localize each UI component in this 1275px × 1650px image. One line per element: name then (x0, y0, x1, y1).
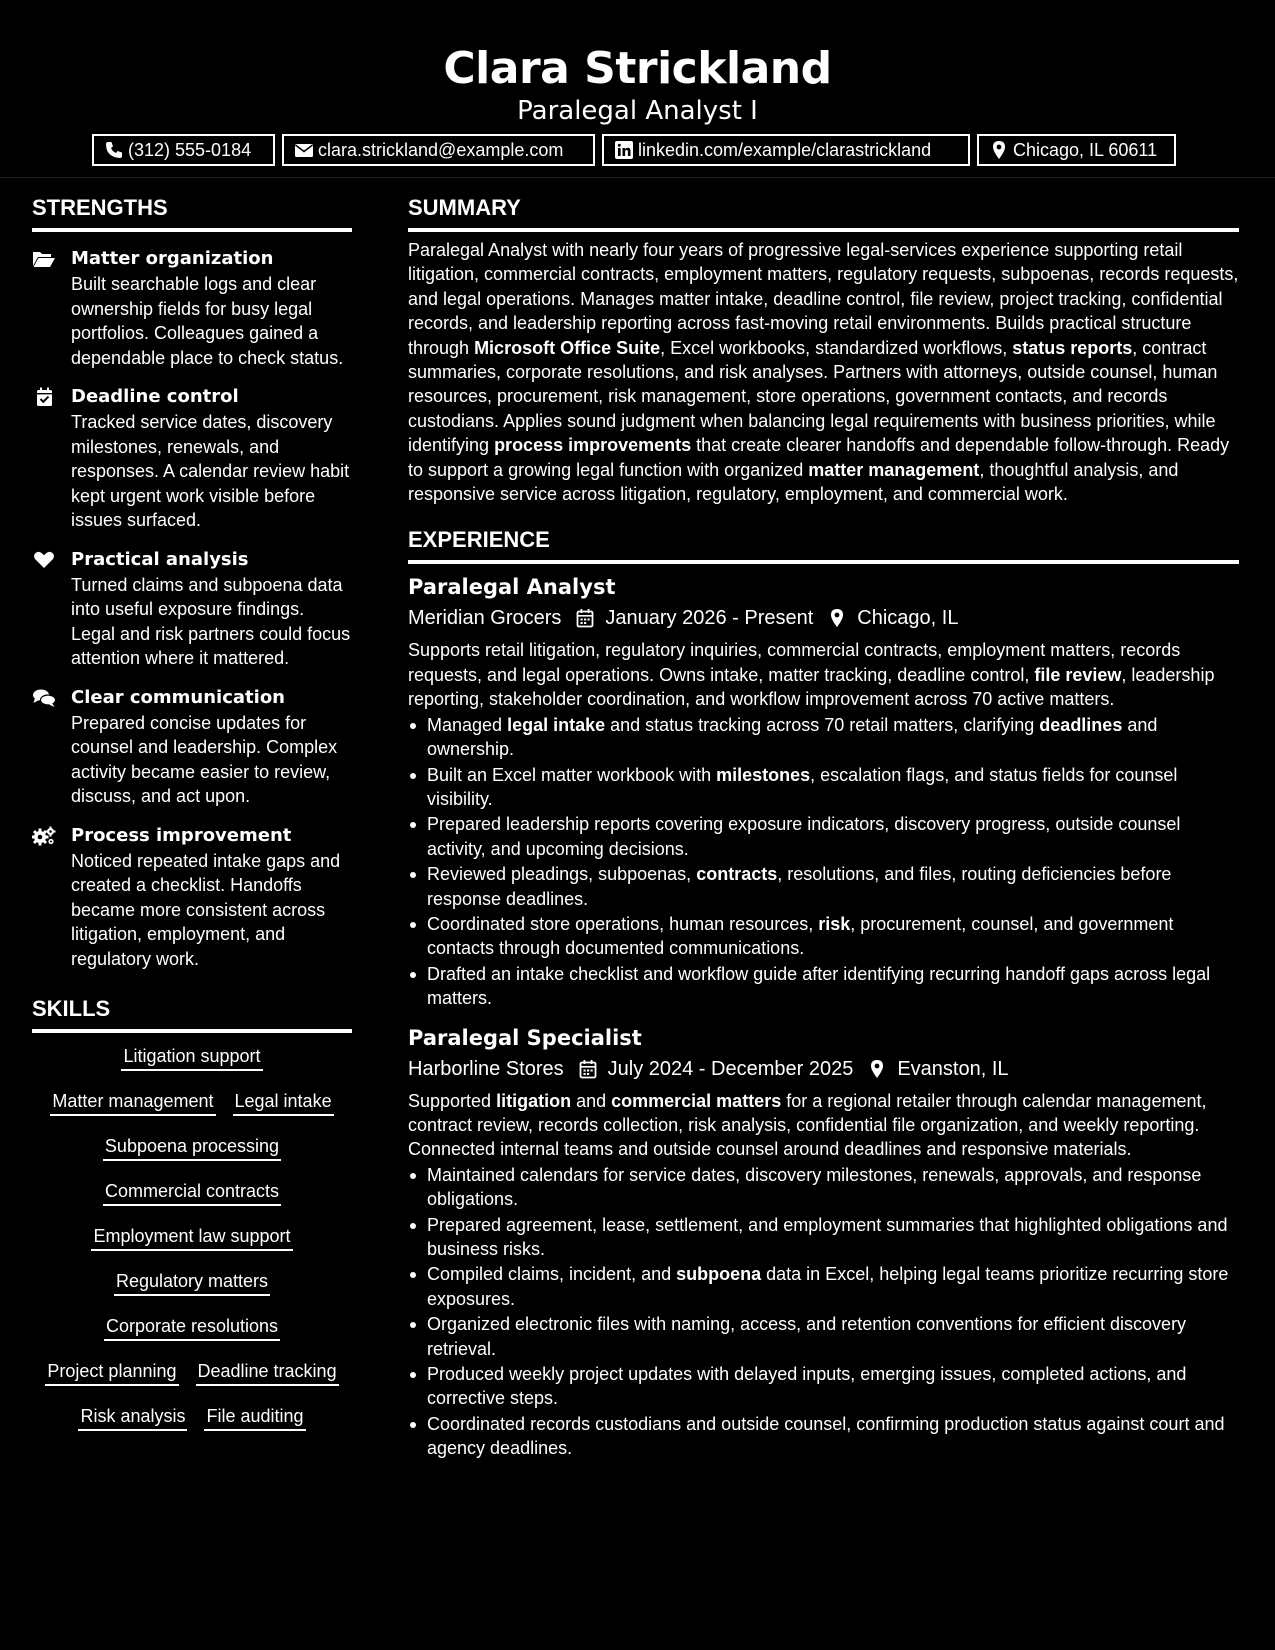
map-marker-icon (989, 140, 1009, 160)
list-item: Coordinated store operations, human resources, risk, procurement, counsel, and government contacts through documented communications. (408, 912, 1239, 961)
location-text: Chicago, IL 60611 (1013, 139, 1158, 160)
strength-description: Noticed repeated intake gaps and created a checklist. Handoffs became more consistent across litigation, employment, and regulatory work. (71, 850, 341, 969)
job-meta (408, 1053, 1239, 1085)
skill-tag: Regulatory matters (114, 1268, 270, 1296)
folder-open-icon (32, 249, 56, 269)
candidate-title: Paralegal Analyst I (517, 96, 758, 126)
envelope-icon (294, 140, 314, 160)
strength-title: Matter organization (71, 248, 274, 269)
job-bullets (408, 1163, 1239, 1461)
comments-icon (32, 688, 56, 708)
experience-heading: EXPERIENCE (408, 522, 1239, 564)
strength-item (32, 823, 352, 972)
calendar-icon (578, 1059, 598, 1079)
list-item: Produced weekly project updates with delayed inputs, emerging issues, completed actions, and corrective steps. (408, 1362, 1239, 1411)
heart-icon (32, 550, 56, 570)
linkedin-icon (614, 140, 634, 160)
list-item: Organized electronic files with naming, access, and retention conventions for efficient discovery retrieval. (408, 1312, 1239, 1361)
skill-tag: Risk analysis (78, 1403, 187, 1431)
job-dates: July 2024 - December 2025 (607, 1057, 854, 1080)
skill-tag: Legal intake (233, 1088, 334, 1116)
cogs-icon (32, 826, 56, 846)
job-description: Supports retail litigation, regulatory inquiries, commercial contracts, employment matters, records requests, and legal operations. Owns intake, matter tracking, deadline control, file review, leadership reporting, stakeholder coordination, and workflow improvement across 70 active matters. (408, 640, 1215, 710)
linkedin-text: linkedin.com/example/clarastrickland (638, 139, 932, 160)
strength-title: Practical analysis (71, 548, 249, 570)
candidate-name: Clara Strickland (443, 43, 832, 94)
skill-tag: Litigation support (121, 1043, 262, 1071)
strength-item (32, 246, 352, 370)
job-description: Supported litigation and commercial matters for a regional retailer through calendar management, contract review, records collection, risk analysis, confidential file organization, and weekly reporting. Connected internal teams and outside counsel around deadlines and responsive materials. (408, 1090, 1207, 1160)
strength-item (32, 685, 352, 809)
strength-description: Prepared concise updates for counsel and leadership. Complex activity became easier to review, discuss, and act upon. (71, 712, 338, 806)
strength-title: Process improvement (71, 824, 292, 846)
strength-item (32, 384, 352, 533)
job-dates: January 2026 - Present (605, 607, 814, 630)
phone-contact[interactable] (92, 134, 275, 166)
strengths-heading: STRENGTHS (32, 190, 352, 232)
skill-tag: Matter management (50, 1088, 215, 1116)
skill-tag: Employment law support (91, 1223, 292, 1251)
job-location: Chicago, IL (857, 607, 959, 630)
strength-description: Turned claims and subpoena data into useful exposure findings. Legal and risk partners could focus attention where it mattered. (71, 574, 351, 668)
location-contact (977, 134, 1176, 166)
left-column (32, 190, 352, 1448)
phone-icon (104, 140, 124, 160)
linkedin-contact[interactable] (602, 134, 970, 166)
company-name: Meridian Grocers (408, 607, 562, 630)
list-item: Coordinated records custodians and outside counsel, confirming production status against court and agency deadlines. (408, 1412, 1239, 1461)
list-item: Prepared leadership reports covering exposure indicators, discovery progress, outside counsel activity, and upcoming decisions. (408, 812, 1239, 861)
list-item: Reviewed pleadings, subpoenas, contracts, resolutions, and files, routing deficiencies before response deadlines. (408, 862, 1239, 911)
calendar-check-icon (32, 387, 56, 407)
strength-title: Clear communication (71, 686, 285, 708)
list-item: Compiled claims, incident, and subpoena data in Excel, helping legal teams prioritize recurring store exposures. (408, 1262, 1239, 1311)
job-meta (408, 602, 1239, 634)
strength-description: Built searchable logs and clear ownership fields for busy legal portfolios. Colleagues gained a dependable place to check status. (71, 274, 344, 368)
email-text: clara.strickland@example.com (318, 139, 564, 160)
job-entry (408, 1023, 1239, 1461)
summary-text: Paralegal Analyst with nearly four years of progressive legal-services experience supporting retail litigation, commercial contracts, employment matters, regulatory requests, subpoenas, records requests, and legal operations. Manages matter intake, deadline control, file review, project tracking, confidential records, and leadership reporting across fast-moving retail environments. Builds practical structure through Microsoft Office Suite, Excel workbooks, standardized workflows, status reports, contract summaries, corporate resolutions, and risk analyses. Partners with attorneys, outside counsel, human resources, procurement, risk management, store operations, government contacts, and records custodians. Applies sound judgment when balancing legal requirements with business priorities, while identifying process improvements that create clearer handoffs and dependable follow-through. Ready to support a growing legal function with organized matter management, thoughtful analysis, and responsive service across litigation, regulatory, employment, and commercial work. (408, 240, 1239, 505)
skill-tag: Subpoena processing (103, 1133, 281, 1161)
job-location: Evanston, IL (897, 1057, 1009, 1080)
right-column (408, 190, 1239, 1461)
list-item: Built an Excel matter workbook with milestones, escalation flags, and status fields for counsel visibility. (408, 763, 1239, 812)
skill-tag: Deadline tracking (196, 1358, 339, 1386)
skill-tag: File auditing (204, 1403, 305, 1431)
summary-heading: SUMMARY (408, 190, 1239, 232)
company-name: Harborline Stores (408, 1057, 564, 1080)
list-item: Drafted an intake checklist and workflow guide after identifying recurring handoff gaps across legal matters. (408, 962, 1239, 1011)
job-title: Paralegal Analyst (408, 575, 616, 600)
phone-text: (312) 555-0184 (128, 139, 252, 160)
strength-title: Deadline control (71, 386, 239, 407)
resume-header (0, 0, 1275, 178)
job-entry (408, 572, 1239, 1010)
list-item: Managed legal intake and status tracking across 70 retail matters, clarifying deadlines and ownership. (408, 713, 1239, 762)
strength-description: Tracked service dates, discovery milestones, renewals, and responses. A calendar review habit kept urgent work visible before issues surfaced. (71, 412, 350, 530)
skills-heading: SKILLS (32, 991, 352, 1033)
job-title: Paralegal Specialist (408, 1025, 642, 1050)
skill-tag: Corporate resolutions (104, 1313, 280, 1341)
list-item: Prepared agreement, lease, settlement, and employment summaries that highlighted obligations and business risks. (408, 1213, 1239, 1262)
map-marker-icon (827, 608, 847, 628)
strength-item (32, 547, 352, 671)
map-marker-icon (867, 1059, 887, 1079)
email-contact[interactable] (282, 134, 595, 166)
skill-tag: Project planning (45, 1358, 178, 1386)
skills-list (32, 1033, 352, 1448)
skill-tag: Commercial contracts (103, 1178, 281, 1206)
calendar-icon (575, 608, 595, 628)
list-item: Maintained calendars for service dates, discovery milestones, renewals, approvals, and response obligations. (408, 1163, 1239, 1212)
job-bullets (408, 713, 1239, 1011)
